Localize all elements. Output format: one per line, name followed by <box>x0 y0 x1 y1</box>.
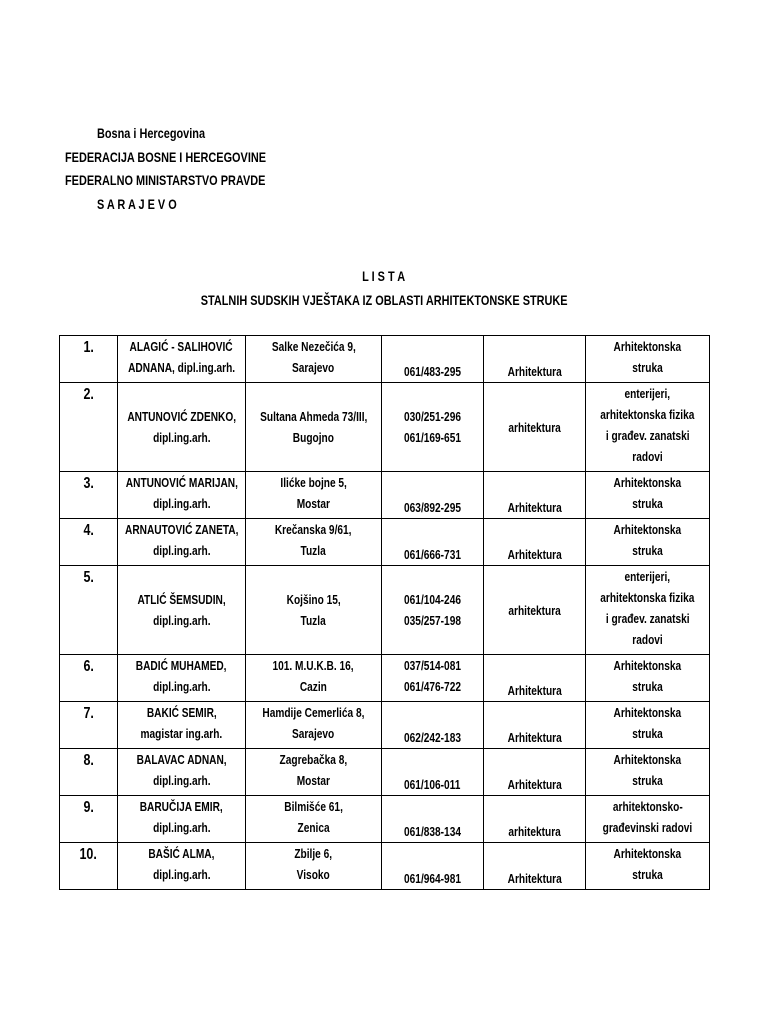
expert-address-line: Sarajevo <box>292 726 335 741</box>
expert-name <box>118 336 246 383</box>
expert-phone-line: 061/104-246 <box>404 592 461 607</box>
expert-address-line: Hamdije Cemerlića 8, <box>262 705 365 720</box>
row-number <box>60 702 118 749</box>
expert-name-line: ALAGIĆ - SALIHOVIĆ <box>129 339 234 354</box>
expert-specialty-line: arhitektonsko- <box>612 799 683 814</box>
expert-address-line: Cazin <box>299 679 328 694</box>
expert-area <box>484 843 586 890</box>
expert-name-line: dipl.ing.arh. <box>152 496 211 511</box>
expert-specialty-line: radovi <box>632 449 663 464</box>
expert-specialty-line: Arhitektonska <box>613 475 682 490</box>
expert-name-line: magistar ing.arh. <box>140 726 223 741</box>
list-subtitle: STALNIH SUDSKIH VJEŠTAKA IZ OBLASTI ARHITEKTONSKE STRUKE <box>200 292 568 308</box>
row-number-line: 10. <box>79 846 98 863</box>
table-row <box>60 336 710 383</box>
expert-specialty-line: enterijeri, <box>624 569 671 584</box>
expert-address <box>246 749 382 796</box>
expert-phone-line: 061/106-011 <box>404 777 461 792</box>
expert-phone <box>382 702 484 749</box>
expert-address <box>246 655 382 702</box>
expert-name-line: ADNANA, dipl.ing.arh. <box>127 360 236 375</box>
expert-specialty-line: Arhitektonska <box>613 658 682 673</box>
expert-address-line: Zagrebačka 8, <box>279 752 348 767</box>
expert-specialty <box>586 655 710 702</box>
header-ministry: FEDERALNO MINISTARSTVO PRAVDE <box>65 172 266 188</box>
row-number-line: 4. <box>83 522 94 539</box>
expert-name-line: BALAVAC ADNAN, <box>136 752 227 767</box>
table-row <box>60 566 710 655</box>
header-country: Bosna i Hercegovina <box>97 125 206 141</box>
row-number <box>60 566 118 655</box>
expert-phone <box>382 519 484 566</box>
expert-specialty <box>586 702 710 749</box>
table-row <box>60 519 710 566</box>
expert-area <box>484 336 586 383</box>
experts-table <box>59 335 710 890</box>
expert-phone-line: 061/666-731 <box>404 547 461 562</box>
expert-specialty-line: struka <box>632 867 663 882</box>
expert-name-line: ARNAUTOVIĆ ZANETA, <box>124 522 239 537</box>
expert-name <box>118 472 246 519</box>
expert-phone-line: 061/483-295 <box>404 364 461 379</box>
expert-phone-line: 061/838-134 <box>404 824 461 839</box>
expert-specialty <box>586 796 710 843</box>
expert-specialty-line: Arhitektonska <box>613 705 682 720</box>
row-number <box>60 519 118 566</box>
expert-phone <box>382 336 484 383</box>
expert-name <box>118 655 246 702</box>
expert-area <box>484 655 586 702</box>
expert-address <box>246 702 382 749</box>
expert-address-line: Ilićke bojne 5, <box>280 475 347 490</box>
expert-area-line: Arhitektura <box>507 547 562 562</box>
expert-specialty <box>586 336 710 383</box>
row-number-line: 8. <box>83 752 94 769</box>
table-row <box>60 383 710 472</box>
row-number-line: 1. <box>83 339 94 356</box>
table-row <box>60 655 710 702</box>
expert-phone-line: 061/964-981 <box>404 871 461 886</box>
expert-specialty-line: i građev. zanatski <box>605 611 690 626</box>
expert-phone <box>382 472 484 519</box>
expert-phone <box>382 796 484 843</box>
expert-address-line: Mostar <box>296 496 331 511</box>
expert-phone-line: 030/251-296 <box>404 409 461 424</box>
expert-name-line: ANTUNOVIĆ ZDENKO, <box>127 409 236 424</box>
expert-address-line: Visoko <box>296 867 331 882</box>
expert-area-line: arhitektura <box>508 602 561 618</box>
expert-area-line: Arhitektura <box>507 683 562 698</box>
table-row <box>60 472 710 519</box>
expert-name <box>118 383 246 472</box>
expert-name-line: BAŠIĆ ALMA, <box>148 846 215 861</box>
expert-phone-line: 062/242-183 <box>404 730 461 745</box>
expert-address <box>246 843 382 890</box>
expert-area <box>484 749 586 796</box>
expert-name <box>118 566 246 655</box>
expert-specialty-line: Arhitektonska <box>613 339 682 354</box>
header-city: S A R A J E V O <box>97 196 177 212</box>
expert-name-line: dipl.ing.arh. <box>152 679 211 694</box>
expert-specialty-line: struka <box>632 543 663 558</box>
expert-area-line: Arhitektura <box>507 364 562 379</box>
expert-name <box>118 702 246 749</box>
expert-specialty-line: Arhitektonska <box>613 846 682 861</box>
expert-phone <box>382 843 484 890</box>
row-number <box>60 655 118 702</box>
row-number <box>60 796 118 843</box>
expert-area-line: Arhitektura <box>507 500 562 515</box>
expert-address-line: 101. M.U.K.B. 16, <box>272 658 355 673</box>
expert-area-line: Arhitektura <box>507 871 562 886</box>
expert-address-line: Bilmišće 61, <box>284 799 343 814</box>
expert-address-line: Zenica <box>297 820 330 835</box>
expert-specialty <box>586 843 710 890</box>
expert-name-line: dipl.ing.arh. <box>152 773 211 788</box>
expert-specialty-line: Arhitektonska <box>613 522 682 537</box>
row-number <box>60 336 118 383</box>
expert-name-line: dipl.ing.arh. <box>152 820 211 835</box>
expert-name <box>118 749 246 796</box>
expert-phone-line: 035/257-198 <box>404 613 461 628</box>
table-row <box>60 843 710 890</box>
expert-address-line: Tuzla <box>300 613 327 628</box>
expert-phone-line: 061/476-722 <box>404 679 461 694</box>
table-row <box>60 796 710 843</box>
row-number-line: 2. <box>83 386 94 403</box>
expert-address-line: Bugojno <box>292 430 335 445</box>
expert-specialty <box>586 749 710 796</box>
expert-specialty-line: struka <box>632 773 663 788</box>
expert-name-line: BADIĆ MUHAMED, <box>136 658 227 673</box>
expert-specialty <box>586 519 710 566</box>
expert-address-line: Kojšino 15, <box>286 592 341 607</box>
expert-specialty <box>586 566 710 655</box>
row-number-line: 3. <box>83 475 94 492</box>
expert-phone <box>382 655 484 702</box>
expert-specialty <box>586 472 710 519</box>
expert-phone <box>382 383 484 472</box>
expert-area <box>484 519 586 566</box>
expert-area <box>484 702 586 749</box>
expert-address <box>246 566 382 655</box>
row-number-line: 7. <box>83 705 94 722</box>
expert-address-line: Sultana Ahmeda 73/III, <box>259 409 368 424</box>
expert-area-line: arhitektura <box>508 419 561 435</box>
expert-phone <box>382 749 484 796</box>
expert-phone-line: 061/169-651 <box>404 430 461 445</box>
expert-specialty-line: struka <box>632 360 663 375</box>
expert-area <box>484 566 586 655</box>
expert-specialty-line: struka <box>632 496 663 511</box>
row-number <box>60 472 118 519</box>
expert-address <box>246 796 382 843</box>
expert-specialty-line: struka <box>632 726 663 741</box>
expert-address <box>246 519 382 566</box>
expert-name-line: BARUČIJA EMIR, <box>139 799 223 814</box>
expert-specialty-line: i građev. zanatski <box>605 428 690 443</box>
row-number-line: 9. <box>83 799 94 816</box>
expert-phone-line: 063/892-295 <box>404 500 461 515</box>
expert-name-line: dipl.ing.arh. <box>152 867 211 882</box>
table-row <box>60 749 710 796</box>
row-number <box>60 749 118 796</box>
expert-specialty-line: struka <box>632 679 663 694</box>
expert-name-line: dipl.ing.arh. <box>152 613 211 628</box>
expert-area <box>484 796 586 843</box>
expert-specialty-line: Arhitektonska <box>613 752 682 767</box>
header-federation: FEDERACIJA BOSNE I HERCEGOVINE <box>65 149 267 165</box>
expert-area <box>484 472 586 519</box>
expert-phone <box>382 566 484 655</box>
expert-name-line: dipl.ing.arh. <box>152 543 211 558</box>
expert-address-line: Sarajevo <box>292 360 335 375</box>
expert-address-line: Tuzla <box>300 543 327 558</box>
expert-specialty-line: arhitektonska fizika <box>600 590 695 605</box>
expert-phone-line: 037/514-081 <box>404 658 461 673</box>
expert-name-line: ATLIĆ ŠEMSUDIN, <box>137 592 226 607</box>
expert-specialty-line: radovi <box>632 632 663 647</box>
expert-specialty-line: enterijeri, <box>624 386 671 401</box>
expert-name <box>118 796 246 843</box>
expert-specialty-line: građevinski radovi <box>602 820 693 835</box>
expert-area-line: Arhitektura <box>507 730 562 745</box>
list-title: L I S T A <box>362 268 406 284</box>
row-number-line: 5. <box>83 569 94 586</box>
expert-address-line: Krečanska 9/61, <box>275 522 352 537</box>
expert-address <box>246 336 382 383</box>
expert-name <box>118 843 246 890</box>
expert-name-line: BAKIĆ SEMIR, <box>146 705 217 720</box>
row-number-line: 6. <box>83 658 94 675</box>
row-number <box>60 383 118 472</box>
expert-address-line: Salke Nezečića 9, <box>271 339 356 354</box>
expert-area-line: arhitektura <box>508 824 561 839</box>
expert-name-line: dipl.ing.arh. <box>152 430 211 445</box>
row-number <box>60 843 118 890</box>
expert-area-line: Arhitektura <box>507 777 562 792</box>
expert-specialty-line: arhitektonska fizika <box>600 407 695 422</box>
expert-address <box>246 472 382 519</box>
expert-name <box>118 519 246 566</box>
expert-name-line: ANTUNOVIĆ MARIJAN, <box>125 475 238 490</box>
expert-address-line: Zbilje 6, <box>294 846 333 861</box>
expert-address-line: Mostar <box>296 773 331 788</box>
expert-area <box>484 383 586 472</box>
expert-specialty <box>586 383 710 472</box>
expert-address <box>246 383 382 472</box>
table-row <box>60 702 710 749</box>
